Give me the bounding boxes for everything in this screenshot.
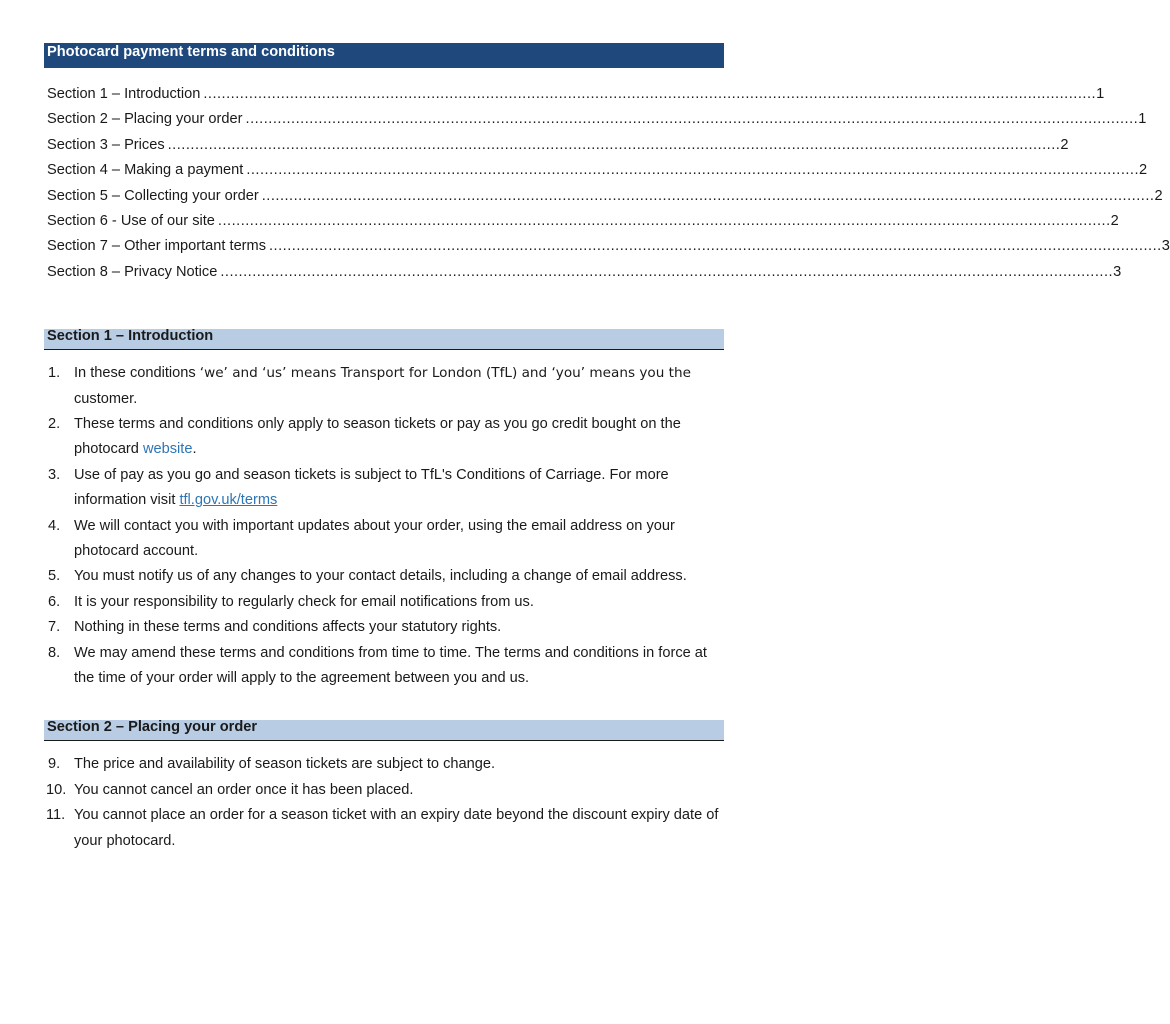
toc-entry-label: Section 1 – Introduction [47,86,201,102]
list-item [44,590,724,615]
toc-entry-page: 1 [1096,86,1105,102]
section-1-list [44,361,724,691]
toc-entry[interactable] [47,158,1148,183]
item-text: ‘we’ and ‘us’ means Transport for London (TfL) and ‘you’ means you the [199,365,691,382]
item-number: 5. [48,568,61,585]
item-text: You cannot cancel an order once it has been placed. [74,781,414,798]
toc-entry[interactable] [47,133,1069,158]
toc-entry[interactable] [47,234,1170,259]
list-item [44,514,724,565]
item-number: 8. [48,644,61,661]
toc-leader-dots: .................................................................................................................................................................................................... [246,162,1140,179]
item-text: You cannot place an order for a season ticket with an expiry date beyond the discount expiry date of your photocard. [74,807,719,849]
item-number: 1. [48,365,61,382]
list-item [44,361,724,412]
toc-entry-label: Section 6 - Use of our site [47,212,215,229]
item-text: You must notify us of any changes to your contact details, including a change of email address. [74,568,687,585]
list-item [44,412,724,463]
section-1-heading: Section 1 – Introduction [44,329,724,350]
item-text: . [192,441,197,458]
toc-leader-dots: .................................................................................................................................................................................................... [220,263,1114,280]
item-number: 10. [46,781,67,798]
toc-entry-page: 2 [1154,187,1163,204]
section-2-list [44,752,724,854]
toc-leader-dots: .................................................................................................................................................................................................... [203,86,1097,102]
toc-entry-page: 2 [1060,136,1069,153]
list-item [44,615,724,640]
toc-entry-page: 1 [1138,111,1147,128]
toc-entry-page: 2 [1139,162,1148,179]
toc-entry-page: 3 [1113,263,1122,280]
list-item [44,752,724,777]
list-item [44,641,724,692]
item-number: 3. [48,466,61,483]
item-text: It is your responsibility to regularly check for email notifications from us. [74,593,534,610]
toc-entry[interactable] [47,107,1147,132]
list-item [44,463,724,514]
toc-entry-page: 3 [1161,238,1170,255]
toc-entry-label: Section 8 – Privacy Notice [47,263,218,280]
toc-leader-dots: .................................................................................................................................................................................................... [269,238,1162,255]
document-title: Photocard payment terms and conditions [44,43,724,68]
toc-leader-dots: .................................................................................................................................................................................................... [245,111,1139,128]
item-number: 11. [46,807,66,824]
item-number: 2. [48,415,61,432]
item-text: The price and availability of season tickets are subject to change. [74,756,496,773]
item-number: 7. [48,619,61,636]
website-link[interactable]: website [142,441,193,458]
list-item [44,564,724,589]
item-number: 9. [48,756,61,773]
toc-entry[interactable] [47,184,1163,209]
toc-leader-dots: .................................................................................................................................................................................................... [217,212,1111,229]
toc-entry-label: Section 7 – Other important terms [47,238,266,255]
toc-leader-dots: .................................................................................................................................................................................................... [167,136,1061,153]
item-text: Use of pay as you go and season tickets is subject to TfL's Conditions of Carriage. For more information visit [74,466,669,509]
toc-entry-label: Section 3 – Prices [47,136,165,153]
item-number: 6. [48,593,61,610]
toc-entry[interactable] [47,209,1119,234]
toc-entry-page: 2 [1110,212,1119,229]
document-page [44,43,1170,854]
list-item [44,803,724,854]
section-2-heading: Section 2 – Placing your order [44,720,724,741]
tfl-terms-link[interactable]: tfl.gov.uk/terms [179,492,278,509]
item-text: customer. [74,390,138,407]
item-number: 4. [48,517,61,534]
item-text: These terms and conditions only apply to season tickets or pay as you go credit bought on the photocard [74,415,681,458]
list-item [44,778,724,803]
toc-entry-label: Section 5 – Collecting your order [47,187,259,204]
toc-entry[interactable] [47,260,1122,285]
item-text: We may amend these terms and conditions from time to time. The terms and conditions in force at the time of your order will apply to the agreement between you and us. [74,644,707,686]
item-text: We will contact you with important updates about your order, using the email address on your photocard account. [74,517,675,559]
item-text: In these conditions [74,365,200,382]
toc-entry-label: Section 4 – Making a payment [47,162,244,179]
toc-leader-dots: .................................................................................................................................................................................................... [261,187,1155,204]
toc-entry-label: Section 2 – Placing your order [47,111,243,128]
item-text: Nothing in these terms and conditions affects your statutory rights. [74,619,502,636]
table-of-contents [44,82,1170,285]
toc-entry[interactable] [47,82,1105,107]
